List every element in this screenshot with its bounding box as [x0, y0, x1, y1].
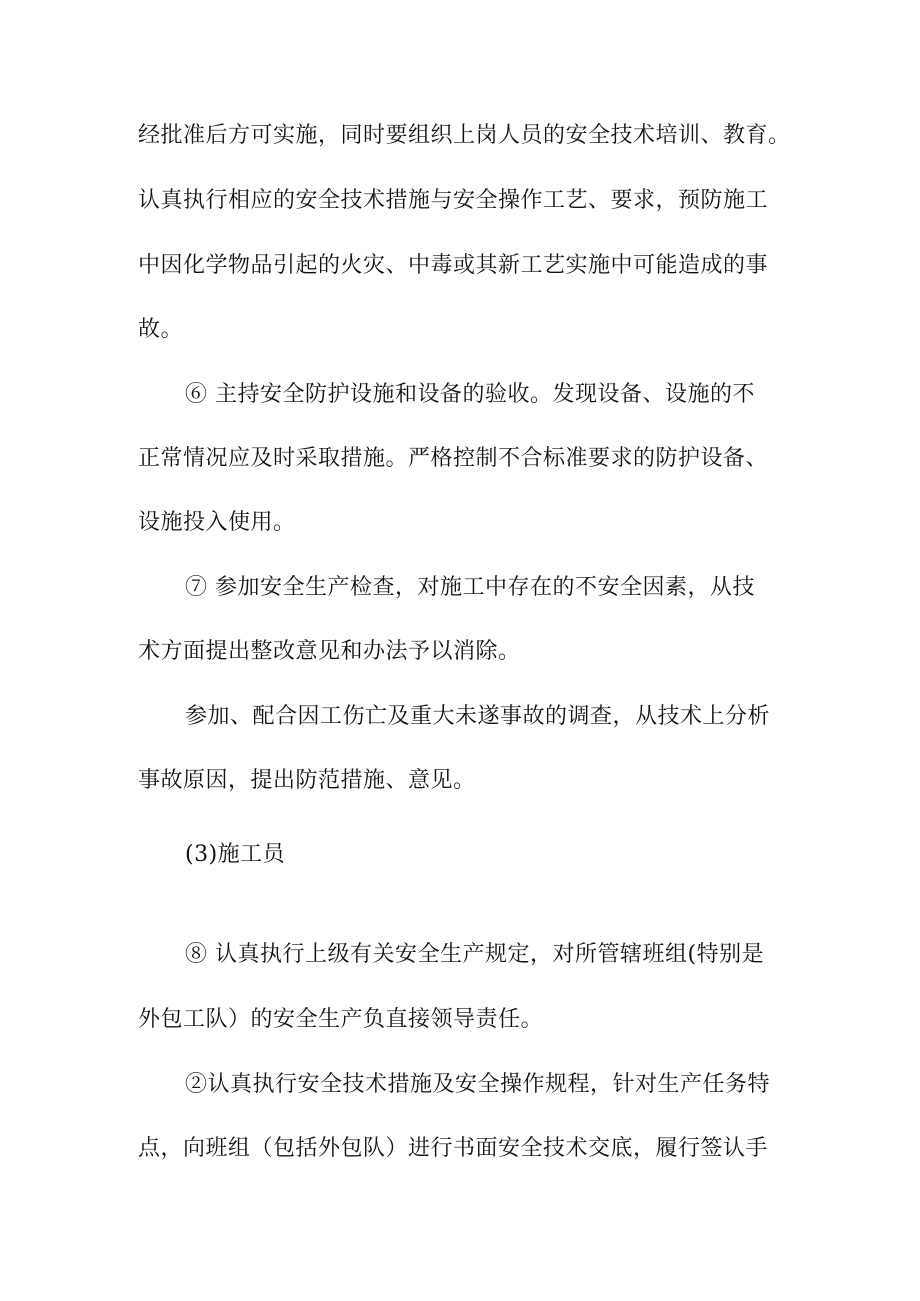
text-line: 外包工队）的安全生产负直接领导责任。 — [138, 1007, 544, 1032]
text-line: 正常情况应及时采取措施。严格控制不合标准要求的防护设备、 — [138, 446, 769, 471]
text-line: 中因化学物品引起的火灾、中毒或其新工艺实施中可能造成的事 — [138, 253, 769, 278]
text-line: ⑦ 参加安全生产检查，对施工中存在的不安全因素，从技 — [185, 575, 755, 600]
text-line: 设施投入使用。 — [138, 510, 296, 535]
text-line: 认真执行相应的安全技术措施与安全操作工艺、要求，预防施工 — [138, 188, 769, 213]
text-line: 参加、配合因工伤亡及重大未遂事故的调查，从技术上分析 — [185, 704, 771, 729]
text-line: 经批准后方可实施，同时要组织上岗人员的安全技术培训、教育。 — [138, 123, 791, 148]
text-line: ②认真执行安全技术措施及安全操作规程，针对生产任务特 — [185, 1072, 771, 1097]
text-line: 事故原因，提出防范措施、意见。 — [138, 768, 476, 793]
text-line: 故。 — [138, 317, 184, 342]
text-line: 点，向班组（包括外包队）进行书面安全技术交底，履行签认手 — [138, 1136, 769, 1161]
text-line: ⑥ 主持安全防护设施和设备的验收。发现设备、设施的不 — [185, 382, 755, 407]
text-line: 术方面提出整改意见和办法予以消除。 — [138, 639, 521, 664]
text-line: ⑧ 认真执行上级有关安全生产规定，对所管辖班组(特别是 — [185, 942, 765, 967]
section-heading: (3)施工员 — [185, 842, 286, 867]
